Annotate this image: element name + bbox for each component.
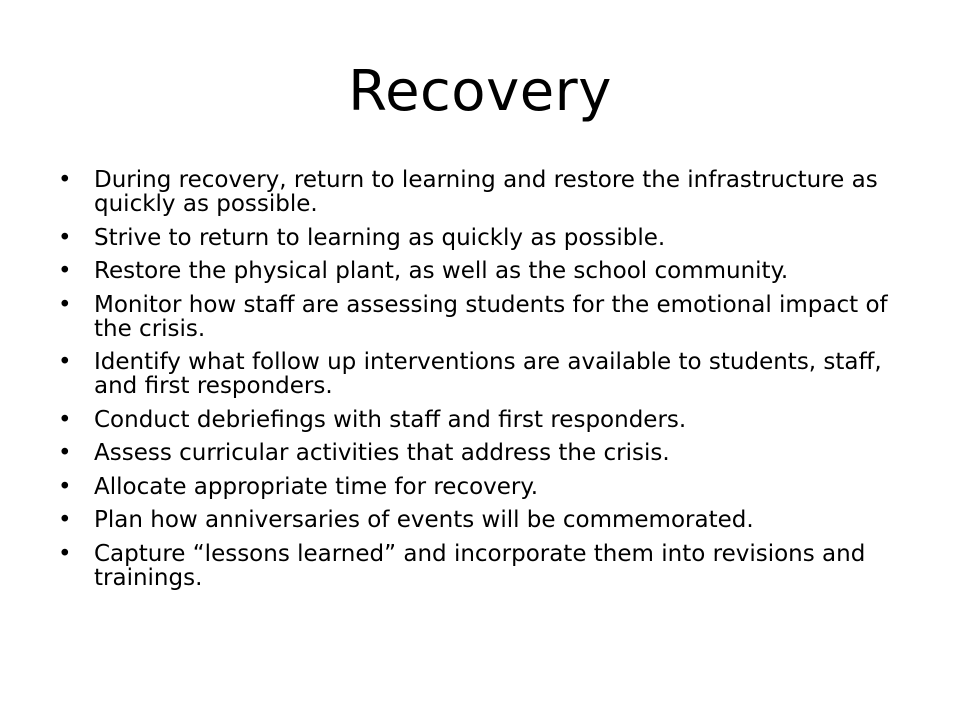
bullet-item [58, 475, 918, 499]
bullet-item [58, 350, 918, 398]
bullet-dot-icon: • [58, 224, 72, 251]
bullet-text: Capture “lessons learned” and incorporate them into revisions and trainings. [94, 540, 866, 591]
bullet-dot-icon: • [58, 406, 72, 433]
slide-title: Recovery [348, 59, 612, 124]
bullet-item [58, 508, 918, 532]
bullet-item [58, 542, 918, 590]
bullet-text: Plan how anniversaries of events will be commemorated. [94, 507, 754, 533]
bullet-item [58, 168, 918, 216]
bullet-text: Restore the physical plant, as well as the school community. [94, 258, 789, 284]
bullet-item [58, 408, 918, 432]
bullet-dot-icon: • [58, 291, 72, 318]
bullet-text: During recovery, return to learning and restore the infrastructure as quickly as possible. [94, 167, 878, 217]
bullet-item [58, 226, 918, 250]
bullet-text: Allocate appropriate time for recovery. [94, 473, 539, 500]
bullet-dot-icon: • [58, 507, 72, 533]
bullet-text: Conduct debriefings with staff and first responders. [94, 406, 687, 433]
bullet-item [58, 259, 918, 283]
bullet-text: Strive to return to learning as quickly as possible. [94, 224, 666, 251]
bullet-text: Assess curricular activities that address the crisis. [94, 440, 670, 466]
bullet-dot-icon: • [58, 258, 72, 284]
bullet-dot-icon: • [58, 440, 72, 466]
bullet-dot-icon: • [58, 349, 72, 375]
bullet-text: Monitor how staff are assessing students for the emotional impact of the crisis. [94, 291, 888, 342]
bullet-item [58, 293, 918, 341]
bullet-text: Identify what follow up interventions are available to students, staff, and first responders. [94, 349, 882, 399]
bullet-item [58, 441, 918, 465]
bullet-dot-icon: • [58, 540, 72, 567]
bullet-dot-icon: • [58, 473, 72, 500]
bullet-dot-icon: • [58, 167, 72, 193]
bullet-list [58, 168, 918, 599]
